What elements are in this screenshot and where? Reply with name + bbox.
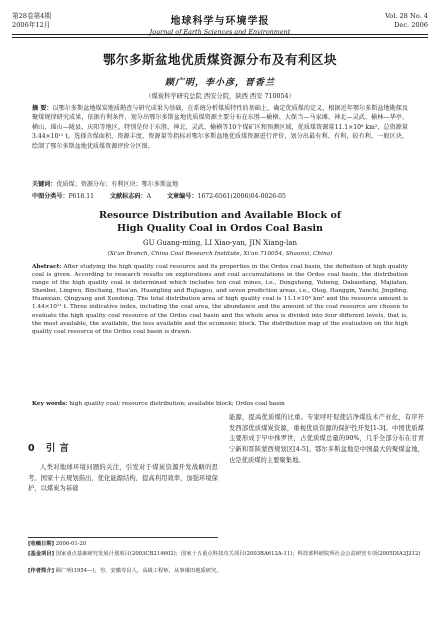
keywords-label-cn: 关键词： bbox=[32, 181, 57, 188]
title-en-line2: High Quality Coal in Ordos Coal Basin bbox=[117, 223, 323, 234]
class-number: P618.11 bbox=[68, 193, 94, 200]
abstract-en bbox=[32, 263, 408, 336]
section-heading-introduction: 0 引言 bbox=[28, 443, 73, 454]
fund-label: [基金项目] bbox=[28, 551, 55, 557]
body-right-column: 能源，提高优质煤的比重。专家呼吁促使洁净煤技术产业化，有序开发西部优质煤炭资源，重视优质资源的保护性开发[1-3]。中国优质煤主要形成于早中侏罗世，占优质煤总量的90%，几乎全部分布在甘青宁新和晋陕蒙西规划区[4-5]。鄂尔多斯盆地是中国最大的聚煤盆地，也是优质煤的主要聚集地。 bbox=[229, 414, 424, 464]
journal-name bbox=[12, 12, 428, 36]
keywords-cn bbox=[32, 180, 408, 189]
author-bio-text: 顾广明(1954—)，男，安徽寿县人，高级工程师，从事煤田地质研究。 bbox=[55, 568, 222, 574]
abstract-text-en: After studying the high quality coal resource and its properties in the Ordos coal basin, the definition of high quality coal is given. According to research results on explorations and coal accumulations in the Ordos coal basin, the distribution range of the high quality coal is determined which includes ten coal mines, i.e., Dongsheng, Yuheng, Dabaodang, Majiatan, Shenbei, Lingwu, Binchang, Hua'an, Huangling and Rujiagou, and seven prediction areas, i.e., Otog, Hanggin, Yanchi, Jingding, Huanxian, Qingyang and Xundong. The total distribution area of high quality coal is 11.1×10⁴ km² and the resource amount is 1.44×10¹¹ t. Three indicative index, including the coal area, the abundance and the amount of the coal resource are chosen to evaluate the high quality coal resource of the Ordos coal basin and the whole area is divided into four different levels, that is, the most available, the available, the less available and the ecumenic block. The distribution map of the evaluation on the high quality coal resource of the Ordos coal basin is drawn. bbox=[32, 264, 409, 335]
abstract-cn bbox=[32, 104, 408, 151]
affiliation-en: (Xi'an Branch, China Coal Research Institute, Xi'an 710054, Shaanxi, China) bbox=[107, 251, 333, 257]
authors-en: GU Guang-ming, LI Xiao-yan, JIN Xiang-lan bbox=[143, 239, 297, 247]
header-right bbox=[385, 12, 428, 30]
footnote-received bbox=[28, 541, 424, 548]
keywords-label-en: Key words: bbox=[32, 401, 68, 407]
footnote-fund bbox=[28, 551, 424, 558]
article-number-label: 文章编号： bbox=[166, 193, 198, 200]
authors-cn: 顾广明，李小彦，晋香兰 bbox=[164, 78, 275, 88]
fund-text: 国家重点基础研究发展计划项目(2003CB214602)；国家十五重点科技攻关项目(2003BA612A-11)；科技部科研院所社会公益研究专项(2005DIA3J212) bbox=[55, 551, 421, 557]
article-title-cn: 鄂尔多斯盆地优质煤资源分布及有利区块 bbox=[102, 52, 337, 67]
volume-cn: 第28卷第4期 bbox=[12, 12, 51, 20]
keywords-en bbox=[32, 400, 408, 408]
date-en: Dec. 2006 bbox=[394, 21, 428, 29]
date-cn: 2006年12月 bbox=[12, 21, 51, 29]
title-en-line1: Resource Distribution and Available Block of bbox=[98, 210, 342, 221]
keywords-text-en: high quality coal; resource distribution; available block; Ordos coal basin bbox=[69, 401, 285, 407]
doc-code-label: 文献标志码： bbox=[110, 193, 147, 200]
article-number: 1672-6561(2006)04-0026-05 bbox=[197, 193, 286, 200]
class-label: 中图分类号： bbox=[32, 193, 69, 200]
journal-title-cn: 地球科学与环境学报 bbox=[170, 16, 270, 27]
author-bio-label: [作者简介] bbox=[28, 568, 55, 574]
header-rule-thick bbox=[12, 34, 428, 35]
received-label: [收稿日期] bbox=[28, 541, 55, 547]
received-date: 2006-01-20 bbox=[55, 541, 87, 547]
abstract-text-cn: 以鄂尔多斯盆地煤炭地质勘查与研究成果为基础，在系统分析煤质特性的基础上，确定优质煤的定义，根据近年鄂尔多斯盆地勘探及聚煤规律研究成果，依据有利条件，划分出鄂尔多斯盆地优质煤资源主要分布在东胜—榆横、大保当—马家滩、神北—灵武、榆林—华亭、横山、瑶山—陇县、庆阳等地区，特别是位于东胜、神北、灵武、榆横等10个煤矿区和预测区域，优质煤资源量11.1×10⁸ km²，总资源量3.44×10¹¹ t。选择含煤面积、资源丰度、资源量等指标对鄂尔多斯盆地优质煤资源进行评价，划分出最有利、有利、较有利、一般区块，绘制了鄂尔多斯盆地优质煤资源评价分区图。 bbox=[32, 105, 408, 150]
volume-en: Vol. 28 No. 4 bbox=[385, 12, 428, 20]
body-left-column: 人类对地球环境问题的关注，引发对于煤炭资源开发战略的思考。国家十五规划指出，优化能源结构，提高利用效率，加强环境保护，以煤炭为基础 bbox=[28, 464, 218, 493]
keywords-text-cn: 优质煤；资源分布；有利区块；鄂尔多斯盆地 bbox=[56, 181, 179, 188]
header-rule-thin bbox=[12, 37, 428, 38]
abstract-label-cn: 摘 要： bbox=[32, 105, 53, 112]
article-title-en bbox=[0, 209, 440, 235]
footnote-author bbox=[28, 568, 424, 575]
running-header bbox=[12, 12, 428, 42]
doc-code: A bbox=[146, 193, 151, 200]
journal-title-en: Journal of Earth Sciences and Environment bbox=[149, 28, 291, 36]
affiliation-cn: （煤炭科学研究总院 西安分院，陕西 西安 710054） bbox=[145, 93, 295, 100]
classification-line bbox=[32, 192, 408, 201]
footnote-rule bbox=[28, 537, 218, 538]
abstract-label-en: Abstract: bbox=[32, 264, 62, 270]
